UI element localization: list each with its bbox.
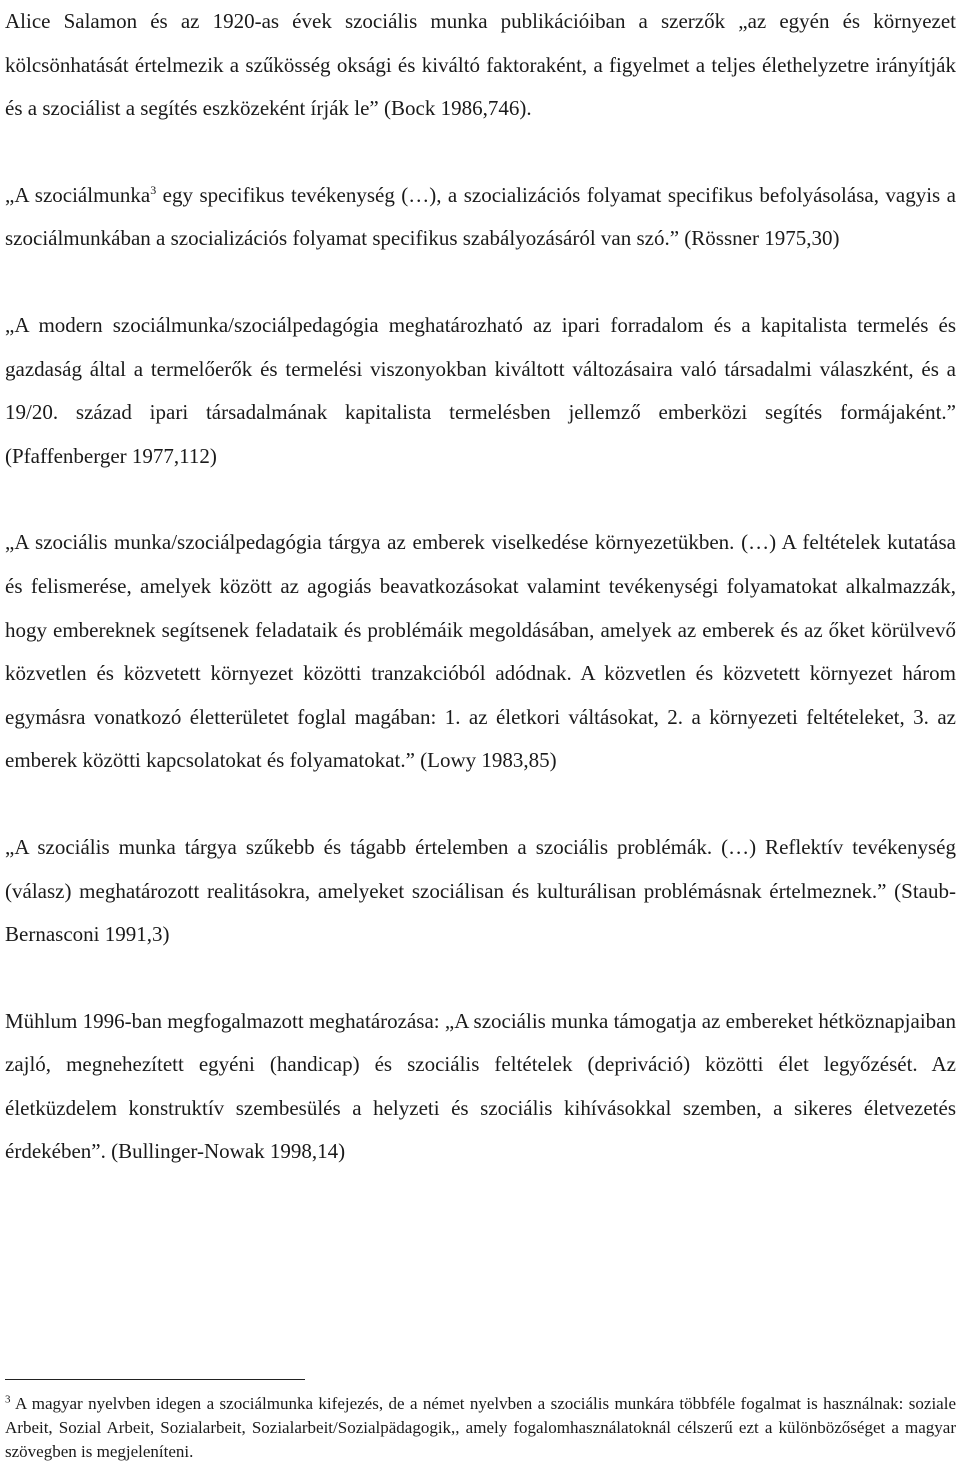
footnote-separator	[5, 1379, 305, 1380]
footnote-reference: 3	[150, 182, 157, 197]
paragraph-lowy: „A szociális munka/szociálpedagógia tárgya az emberek viselkedése környezetükben. (…) A feltételek kutatása és felismerése, amelyek között az agogiás beavatkozásokat valamint tevékenységi folyamatokat alkalmazzák, hogy embereknek segítsenek feladataik és problémáik megoldásában, amelyek az emberek és az őket körülvevő közvetlen és közvetett környezet közötti tranzakcióból adódnak. A közvetlen és közvetett környezet három egymásra vonatkozó életterületet foglal magában: 1. az életkori váltásokat, 2. a környezeti feltételeket, 3. az emberek közötti kapcsolatokat és folyamatokat.” (Lowy 1983,85)	[5, 530, 956, 773]
footnote	[5, 1392, 956, 1464]
paragraph-gap	[5, 261, 956, 304]
document-body	[5, 0, 956, 1174]
footnote-text: A magyar nyelvben idegen a szociálmunka kifejezés, de a német nyelvben a szociális munkára többféle fogalmat is használnak: soziale Arbeit, Sozial Arbeit, Sozialarbeit, Sozialarbeit/Sozialpädagogik,, amely fogalomhasználatoknál célszerű ezt a különbözőséget a magyar szövegben is megjeleníteni.	[5, 1394, 956, 1461]
footnote-marker: 3	[5, 1393, 11, 1406]
paragraph-muhlum: Mühlum 1996-ban megfogalmazott meghatározása: „A szociális munka támogatja az embereket hétköznapjaiban zajló, megnehezített egyéni (handicap) és szociális feltételek (depriváció) közötti élet legyőzését. Az életküzdelem konstruktív szembesülés a helyzeti és szociális kihívásokkal szemben, a sikeres életvezetés érdekében”. (Bullinger-Nowak 1998,14)	[5, 1008, 956, 1164]
paragraph-pfaffenberger: „A modern szociálmunka/szociálpedagógia meghatározható az ipari forradalom és a kapitalista termelés és gazdaság által a termelőerők és termelési viszonyokban kiváltott változásaira való társadalmi válaszként, és a 19/20. század ipari társadalmának kapitalista termelésben jellemző emberközi segítés formájaként.” (Pfaffenberger 1977,112)	[5, 312, 956, 468]
paragraph-rossner	[5, 174, 956, 261]
quote-text-rest: egy specifikus tevékenység (…), a szocializációs folyamat specifikus befolyásolása, vagyis a szociálmunkában a szocializációs folyamat specifikus szabályozásáról van szó.” (Rössner 1975,30)	[5, 182, 956, 251]
paragraph-gap	[5, 131, 956, 174]
paragraph-gap	[5, 957, 956, 1000]
quote-text-start: „A szociálmunka	[5, 182, 151, 207]
paragraph-salamon: Alice Salamon és az 1920-as évek szociális munka publikációiban a szerzők „az egyén és környezet kölcsönhatását értelmezik a szűkösség oksági és kiváltó faktoraként, a figyelmet a teljes élethelyzetre irányítják és a szociálist a segítés eszközeként írják le” (Bock 1986,746).	[5, 9, 956, 121]
paragraph-staub-bernasconi: „A szociális munka tárgya szűkebb és tágabb értelemben a szociális problémák. (…) Reflektív tevékenység (válasz) meghatározott realitásokra, amelyeket szociálisan és kulturálisan problémásnak értelmeznek.” (Staub-Bernasconi 1991,3)	[5, 834, 956, 947]
paragraph-gap	[5, 478, 956, 521]
paragraph-gap	[5, 783, 956, 826]
